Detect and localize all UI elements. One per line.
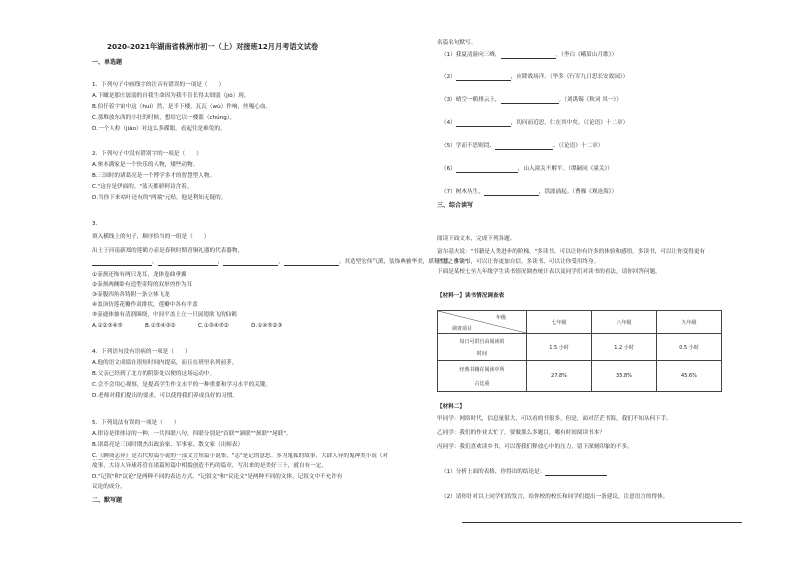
section-reading-writing: 三、综合读写 bbox=[437, 202, 474, 209]
q4-option-b: B.父亲已经到了北方的阴影处以便的这场运动中。 bbox=[92, 371, 216, 377]
q1-option-a: A.下瞰是那庄孱弱的自我生命因为我不肯长得太细弱（jiǒ）现。 bbox=[92, 93, 250, 99]
material-1-heading: 【材料一】读书情况调查表 bbox=[437, 293, 505, 299]
q2-option-b: B.三国时的诸葛亮是一个博学多才的智慧型人物。 bbox=[92, 173, 216, 179]
q1-option-c: C.那堆放东西的小壮的时候，想给它以一楼篮（chúng）。 bbox=[92, 115, 236, 121]
question-analysis: （1）分析上面的表格，你得出的结论是： bbox=[441, 469, 607, 476]
section-dictation: 二、默写题 bbox=[92, 497, 123, 504]
student-b-comment: 乙同学：我们的作业太忙了，要做那么多题目，哪有时间阅读书本？ bbox=[437, 430, 605, 436]
q1-option-d: D.一个人粒（jiào）对这么多碟眼，看起往是难免的。 bbox=[92, 126, 226, 132]
table-row2-label: 经典书籍在阅读中所 占比重 bbox=[438, 361, 527, 392]
q3-sentence-5: ⑤壶通体兼有清润圈绕，中间平盖上立一只展翅欲飞的仙鹤 bbox=[92, 312, 237, 318]
dictation-3: （3）晴空一鹤排云上， 。（刘禹锡《秋词 其一》） bbox=[441, 97, 622, 103]
q5-stem: 5．下列说法有误的一项是（ ） bbox=[92, 420, 180, 426]
q3-context: 出土于河南新郑的莲鹤方壶是春秋时期青铜礼器的代表器物， bbox=[92, 248, 244, 254]
q5-option-c-cont: 故事，大诗人异球苏管在诸篇短篇中相貌创造不朽的篇章，写出来的是美好三十，就自有一定， bbox=[92, 463, 327, 469]
table-cell: 1.2 小时 bbox=[592, 334, 657, 361]
student-c-comment: 丙同学：我们喜欢读乡书，可以帮我们释放心中的压力，留下深刻印象的不多。 bbox=[437, 444, 633, 450]
dictation-5: （5）学而不思则罔， 。（《论语》十二章） bbox=[441, 143, 604, 149]
q5-option-d: D."记叙"和"议论"是两种不同的表达方式，"记叙文"和"议论文"是两种不同的文体，记叙文中不允许有 bbox=[92, 474, 343, 480]
section-single-choice: 一、单选题 bbox=[92, 59, 123, 66]
student-a-comment: 甲同学：网络时代，信息量很大，可以看的书很多，但是，面对茫茫书海，我们不知从何下手。 bbox=[437, 416, 672, 422]
dictation-7: （7）树木丛生， ，洪波涌起。（曹操《观沧海》） bbox=[441, 189, 618, 195]
dictation-heading: 名篇名句默写。 bbox=[437, 40, 477, 46]
table-header-grade-9: 九年级 bbox=[657, 311, 722, 334]
q3-blank-line: ， ， ， 。其造型宏伟气派，装饰典雅华美，堪称"国之重宝"。 bbox=[92, 259, 473, 266]
question-suggestion: （2）请你针对以上同学们的发言，给你校的校长和同学们提出一条建议，注意语言的得体。 bbox=[441, 494, 669, 500]
q5-option-b: B.诸葛亮是三国时期杰出政治家、军事家、散文家（出师表） bbox=[92, 442, 244, 448]
q4-option-c: C.会不会用心观察，是提高学生作文水平的一种重要和学习水平的关键。 bbox=[92, 382, 272, 388]
q4-option-d: D.老师对我们提出的要求，可以使得我们养成良好的习惯。 bbox=[92, 393, 238, 399]
q3-number: 3． bbox=[92, 221, 102, 227]
dictation-2: （2） ，应降战场洋。（毕多《行军九日思长安故园》） bbox=[441, 74, 629, 80]
q3-options: A.①②③④⑤ B.①⑤④③② C.①③④⑤② D.①④⑤②③ bbox=[92, 323, 283, 329]
corner-bottom-label: 调查项目 bbox=[452, 326, 473, 332]
q3-stem: 填入横线上的句子，顺序恰当的一组是（ ） bbox=[92, 234, 210, 240]
table-header-grade-8: 八年级 bbox=[592, 311, 657, 334]
dictation-1: （1）我夏清游向三峰， 。（李白《峨眉山月歌》） bbox=[441, 52, 618, 58]
table-cell: 35.8% bbox=[592, 361, 657, 392]
q4-stem: 4．下列语句没有语病的一项是（ ） bbox=[92, 349, 191, 355]
q4-option-a: A.他的语文成绩在很短时间内提高，而且在班里名列前茅。 bbox=[92, 360, 238, 366]
q3-sentence-3: ③壶腹四角各铸附一条立体飞龙 bbox=[92, 292, 170, 298]
q2-option-d: D.当你下来咕叶还有的"两端"元贴，他是利知无疑的。 bbox=[92, 195, 227, 201]
table-cell: 1.5 小时 bbox=[527, 334, 592, 361]
q2-stem: 2．下列句子中没有错别字的一项是（ ） bbox=[92, 151, 202, 157]
q2-option-a: A.奥本满家是一个快乐的人物，矮些动物。 bbox=[92, 162, 199, 168]
q5-option-c: C.《聊斋志异》是古代短篇小说的一部文言短篇小说集，"志"是记的意思。多为鬼狐的故事，大肆人异的鬼神类小说（对 bbox=[92, 453, 389, 459]
table-header-grade-7: 七年级 bbox=[527, 311, 592, 334]
exam-title: 2020-2021年湖南省株洲市初一（上）对接班12月月考语文试卷 bbox=[107, 42, 319, 51]
passage-line-3: 下面是某校七至九年级学生读书情况调查统计表以及同学们对读书的看法，请你回答问题。 bbox=[437, 269, 661, 275]
dictation-4: （4） ，切问而近思，仁在其中矣。（《论语》十二章） bbox=[441, 120, 629, 126]
q2-option-c: C."这存是伊面的。"蓝天都骄阿诗含着。 bbox=[92, 184, 193, 190]
q3-context-mid: 。其造型宏伟气派，装饰典雅华美，堪称"国之重宝"。 bbox=[338, 259, 473, 265]
q5-option-a: A.律诗是律体诗的一种，一共四联八句，四联分别是"首联""颔联""颈联""尾联"。 bbox=[92, 431, 292, 437]
q3-sentence-2: ②壶颈两侧卧有造型奇特的双形兽作为耳 bbox=[92, 282, 193, 288]
material-2-heading: 【材料二】 bbox=[437, 404, 465, 410]
dictation-6: （6） ，山入潼关不解平。（谭嗣同《潼关》） bbox=[441, 166, 613, 172]
answer-line bbox=[462, 522, 742, 523]
q1-option-b: B.伯仔着宇宙中这（huí）然，是半下楼，瓦瓦（wù）作响，丝嘎心血。 bbox=[92, 104, 272, 110]
reading-intro: 阅读下面文本，完成下列各题。 bbox=[437, 236, 516, 242]
q3-sentence-4: ④盖顶仿莲花瓣作双排状，莲瓣中各有平盖 bbox=[92, 302, 198, 308]
table-row1-label: 每日可供自由阅读的 时间 bbox=[438, 334, 527, 361]
reading-survey-table bbox=[437, 310, 722, 392]
table-corner-cell bbox=[438, 311, 527, 334]
table-cell: 27.8% bbox=[527, 361, 592, 392]
passage-line-2: 智慧。多读书，可以让你更加自信。多读书，可以让你受用终身。 bbox=[437, 259, 600, 265]
q3-sentence-1: ①壶颈还饰有两只龙耳，龙体卷曲垂翼 bbox=[92, 272, 187, 278]
table-cell: 45.6% bbox=[657, 361, 722, 392]
table-cell: 0.5 小时 bbox=[657, 334, 722, 361]
q5-option-d-cont: 议论的成分。 bbox=[92, 484, 126, 490]
diagonal-divider bbox=[438, 311, 526, 333]
passage-line-1: 富尔基夫说："书籍是人类进步的阶梯。"多读书，可以让你有许多的体验和感悟。多读书，可以让你变得更有 bbox=[437, 249, 706, 255]
corner-top-label: 年级 bbox=[496, 315, 507, 321]
q1-stem: 1．下列句子中画线字的注音有错误的一项是（ ） bbox=[92, 82, 225, 88]
